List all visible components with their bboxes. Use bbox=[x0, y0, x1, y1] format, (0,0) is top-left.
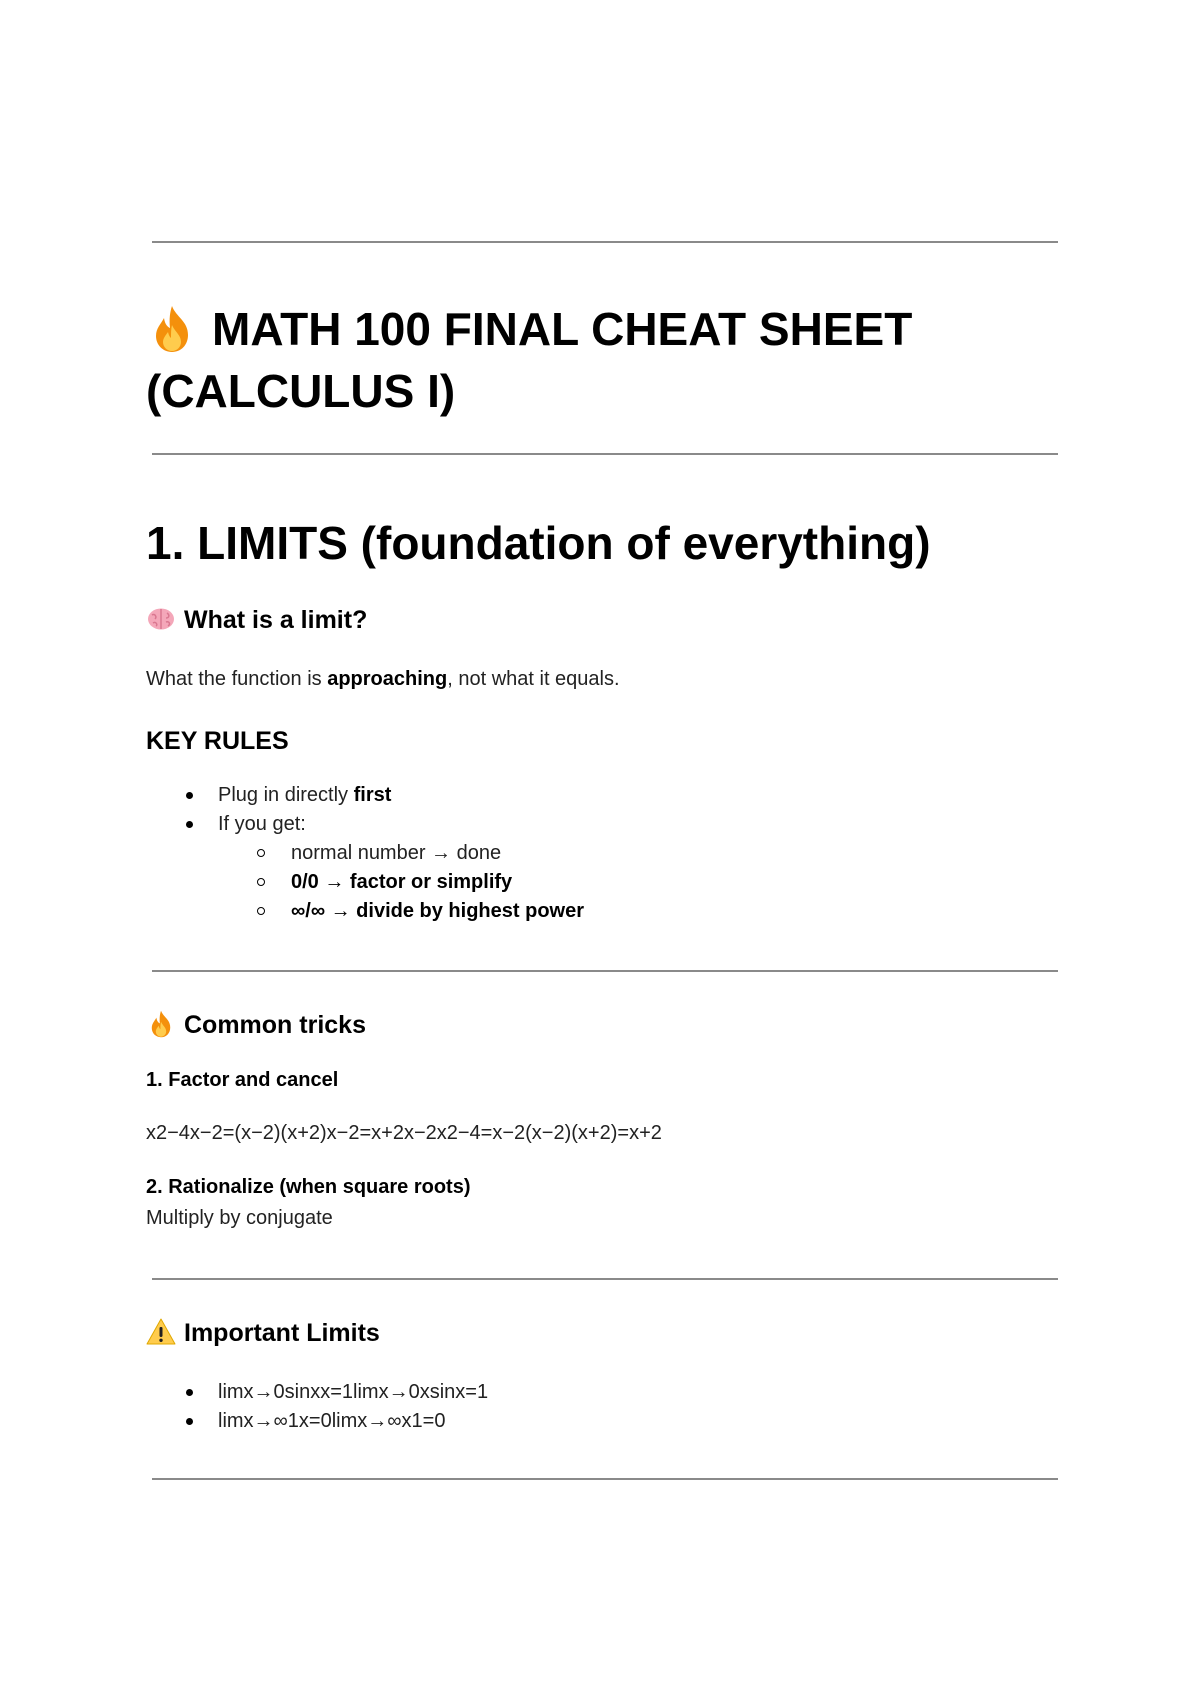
horizontal-rule bbox=[152, 1278, 1058, 1280]
bullet-icon bbox=[186, 821, 193, 828]
limit-definition bbox=[146, 668, 620, 691]
list-item bbox=[146, 1378, 946, 1407]
subheading-common-tricks bbox=[146, 1011, 366, 1041]
trick-2-text: Multiply by conjugate bbox=[146, 1207, 333, 1229]
horizontal-rule bbox=[152, 1478, 1058, 1480]
sub-rule-text-bold: 0/0 → factor or simplify bbox=[291, 871, 513, 893]
bullet-ring-icon bbox=[257, 907, 265, 915]
page-title bbox=[146, 298, 912, 422]
sub-rule-text-bold: ∞/∞ → divide by highest power bbox=[291, 900, 584, 922]
list-item bbox=[146, 839, 946, 868]
limit-formula: limx→∞1x=0limx→∞x1=0 bbox=[218, 1410, 446, 1432]
section-heading-limits: 1. LIMITS (foundation of everything) bbox=[146, 517, 931, 569]
brain-icon bbox=[146, 604, 176, 634]
bullet-icon bbox=[186, 1418, 193, 1425]
limit-formula: limx→0sinxx=1limx→0xsinx=1 bbox=[218, 1381, 489, 1403]
horizontal-rule bbox=[152, 241, 1058, 243]
trick-1-formula: x2−4x−2=(x−2)(x+2)x−2=x+2x−2x2−4=x−2(x−2)(x+2)=x+2 bbox=[146, 1122, 662, 1144]
horizontal-rule bbox=[152, 453, 1058, 455]
definition-text-end: , not what it equals. bbox=[447, 668, 620, 690]
trick-2-heading: 2. Rationalize (when square roots) bbox=[146, 1176, 471, 1198]
rule-text-bold: first bbox=[353, 784, 392, 806]
trick-1-heading: 1. Factor and cancel bbox=[146, 1069, 339, 1091]
important-limits-list bbox=[146, 1378, 946, 1436]
rule-text: Plug in directly bbox=[218, 784, 354, 806]
common-tricks-label: Common tricks bbox=[184, 1011, 366, 1039]
list-item bbox=[146, 781, 946, 810]
bullet-ring-icon bbox=[257, 878, 265, 886]
list-item bbox=[146, 810, 946, 839]
bullet-icon bbox=[186, 1389, 193, 1396]
sub-rule-text: normal number → done bbox=[291, 842, 502, 864]
title-line-1: MATH 100 FINAL CHEAT SHEET bbox=[212, 303, 913, 355]
list-item bbox=[146, 897, 946, 926]
important-limits-label: Important Limits bbox=[184, 1319, 380, 1347]
fire-icon bbox=[146, 1009, 176, 1039]
subheading-important-limits bbox=[146, 1319, 380, 1349]
subheading-what-is-limit bbox=[146, 606, 367, 636]
subheading-key-rules: KEY RULES bbox=[146, 727, 289, 755]
title-line-2: (CALCULUS I) bbox=[146, 365, 456, 417]
horizontal-rule bbox=[152, 970, 1058, 972]
definition-text-start: What the function is bbox=[146, 668, 328, 690]
what-is-limit-label: What is a limit? bbox=[184, 606, 368, 634]
bullet-icon bbox=[186, 792, 193, 799]
list-item bbox=[146, 1407, 946, 1436]
key-rules-list bbox=[146, 781, 946, 926]
fire-icon bbox=[146, 303, 198, 355]
list-item bbox=[146, 868, 946, 897]
bullet-ring-icon bbox=[257, 849, 265, 857]
warning-icon bbox=[146, 1317, 176, 1347]
definition-text-bold: approaching bbox=[327, 668, 448, 690]
rule-text: If you get: bbox=[218, 813, 306, 835]
